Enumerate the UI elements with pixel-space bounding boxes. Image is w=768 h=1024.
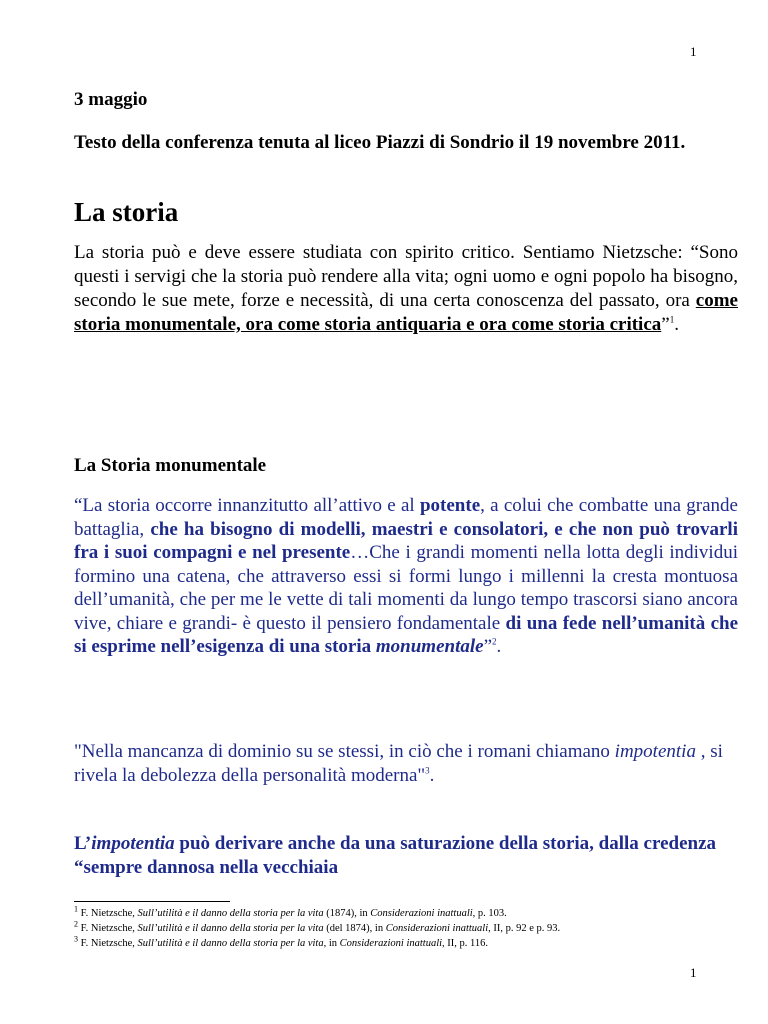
quote-italic: impotentia [614, 741, 696, 762]
subsection-heading: La Storia monumentale [74, 455, 267, 476]
footnote-3: $^3$ F. Nietzsche, Sull’utilità e il danno della storia per la vita, in Considerazioni inattuali, II, p. 116. [74, 934, 489, 949]
quote-bold: di una fede nell’umanità che si esprime nell’esigenza di una storia [74, 612, 739, 657]
date-heading: 3 maggio [74, 89, 148, 110]
page-number-bottom: 1 [690, 965, 697, 980]
footnote-ref-2[interactable]: 2 [492, 636, 497, 647]
intro-closing-quote: ” [661, 314, 670, 335]
footnote-2: $^2$ F. Nietzsche, Sull’utilità e il danno della storia per la vita (del 1874), in Considerazioni inattuali, II, p. 92 e p. 93. [74, 919, 561, 934]
intro-text: La storia può e deve essere studiata con spirito critico. Sentiamo Nietzsche: “Sono questi i servigi che la storia può rendere alla vita; ogni uomo e ogni popolo ha bisogno, secondo le sue mete, forze e necessità, di una certa conoscenza del passato, ora [74, 242, 738, 311]
quote-text: ” [483, 636, 493, 657]
intro-underlined-text: come storia monumentale, ora come storia antiquaria e ora come storia critica [74, 290, 738, 335]
quote-bold-italic: monumentale [375, 636, 484, 657]
quote-text: "Nella mancanza di dominio su se stessi, in ciò che i romani chiamano [74, 741, 615, 762]
paragraph-italic: impotentia [91, 833, 175, 854]
impotentia-paragraph: L’impotentia può derivare anche da una saturazione della storia, dalla credenza “sempre dannosa nella vecchiaia [74, 833, 716, 878]
quote-text: “La storia occorre innanzitutto all’attivo e al [74, 495, 420, 516]
footnote-ref-1[interactable]: 1 [669, 314, 675, 325]
page-number-top: 1 [690, 44, 697, 59]
impotentia-quote: "Nella mancanza di dominio su se stessi, in ciò che i romani chiamano impotentia , si rivela la debolezza della personalità moderna"$^3$. [74, 741, 723, 786]
monumental-quote: “La storia occorre innanzitutto all’attivo e al potente, a colui che combatte una grande battaglia, che ha bisogno di modelli, maestri e consolatori, e che non può trovarli fra i suoi compagni e nel presente…Che i grandi momenti nella lotta degli individui formino una catena, che attraverso essi si formi lungo i millenni la cresta montuosa dell’umanità, che per me le vette di tali momenti da lungo tempo trascorsi siano ancora vive, chiare e grandi- è questo il pensiero fondamentale di una fede nell’umanità che si esprime nell’esigenza di una storia monumentale”$^2$. [74, 495, 739, 657]
intro-paragraph: La storia può e deve essere studiata con spirito critico. Sentiamo Nietzsche: “Sono questi i servigi che la storia può rendere alla vita; ogni uomo e ogni popolo ha bisogno, secondo le sue mete, forze e necessità, di una certa conoscenza del passato, ora come storia monumentale, ora come storia antiquaria e ora come storia critica”$^1$. [74, 242, 738, 335]
quote-bold: che ha bisogno di modelli, maestri e consolatori, e che non può trovarli fra i suoi compagni e nel presente [74, 518, 738, 563]
quote-text: , a colui che combatte una grande battaglia, [74, 495, 738, 540]
footnote-1: $^1$ F. Nietzsche, Sull’utilità e il danno della storia per la vita (1874), in Considerazioni inattuali, p. 103. [74, 904, 507, 919]
document-subtitle: Testo della conferenza tenuta al liceo Piazzi di Sondrio il 19 novembre 2011. [74, 132, 686, 153]
quote-text: , si rivela la debolezza della personalità moderna" [74, 741, 723, 786]
quote-bold: potente [419, 495, 481, 516]
quote-text: …Che i grandi momenti nella lotta degli individui formino una catena, che attraverso essi si formi lungo i millenni la cresta montuosa dell’umanità, che per me le vette di tali momenti da lungo tempo trascorsi siano ancora vive, chiare e grandi- è questo il pensiero fondamentale [74, 542, 738, 634]
section-title: La storia [74, 197, 179, 227]
footnote-separator [74, 901, 230, 902]
footnote-ref-3[interactable]: 3 [425, 765, 430, 776]
